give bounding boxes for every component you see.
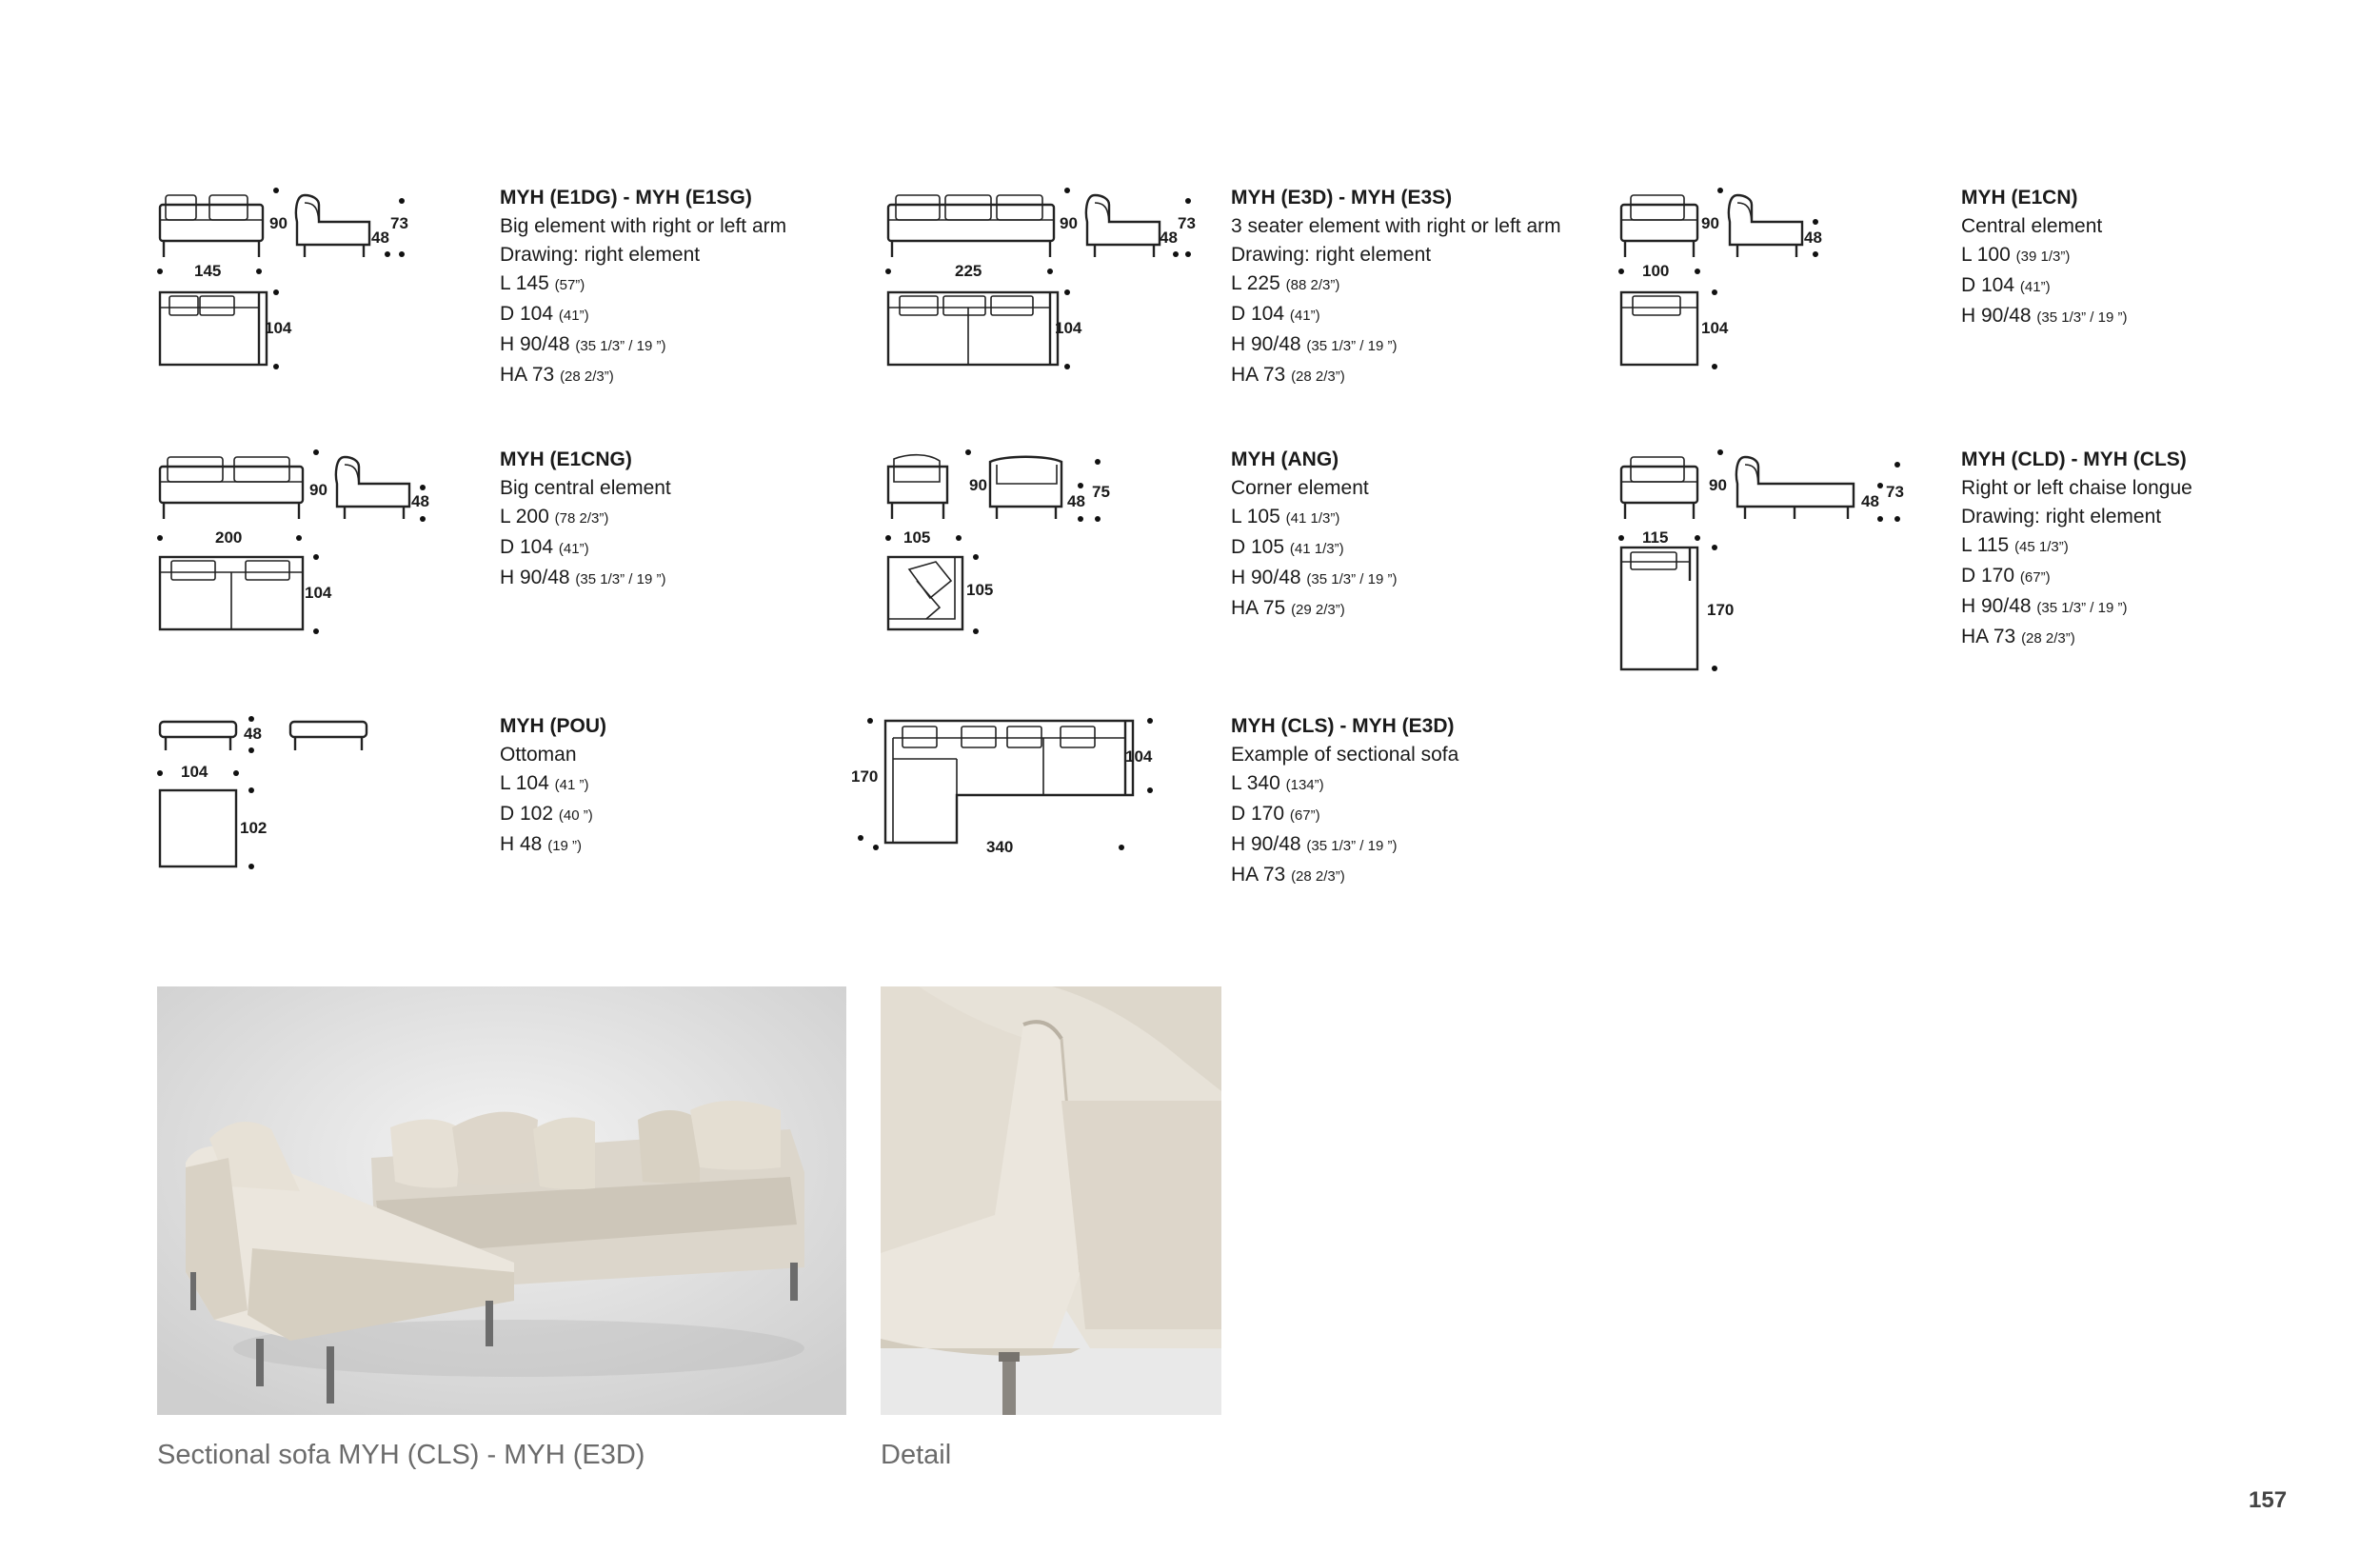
spec-line: D 104 (41”) bbox=[500, 536, 589, 558]
svg-text:200: 200 bbox=[215, 528, 243, 547]
spec-line: H 90/48 (35 1/3” / 19 ”) bbox=[500, 333, 666, 355]
spec-line: L 105 (41 1/3”) bbox=[1231, 506, 1340, 528]
spec-line: Example of sectional sofa bbox=[1231, 744, 1459, 766]
svg-text:170: 170 bbox=[851, 767, 879, 786]
spec-e1cng bbox=[500, 446, 900, 594]
spec-line: Central element bbox=[1961, 215, 2103, 237]
spec-line: H 90/48 (35 1/3” / 19 ”) bbox=[1231, 567, 1398, 588]
spec-line: D 105 (41 1/3”) bbox=[1231, 536, 1344, 558]
spec-line: L 340 (134”) bbox=[1231, 772, 1324, 794]
spec-line: Drawing: right element bbox=[1961, 506, 2162, 528]
spec-e1cn bbox=[1961, 184, 2361, 332]
spec-line: HA 73 (28 2/3”) bbox=[1231, 864, 1345, 886]
front-view bbox=[160, 195, 288, 257]
svg-text:340: 340 bbox=[986, 838, 1014, 856]
spec-line: 3 seater element with right or left arm bbox=[1231, 215, 1561, 237]
svg-text:225: 225 bbox=[955, 262, 982, 280]
svg-text:102: 102 bbox=[240, 819, 268, 837]
product-code: MYH (ANG) bbox=[1231, 448, 1339, 470]
svg-text:73: 73 bbox=[1886, 483, 1904, 501]
spec-line: Big element with right or left arm bbox=[500, 215, 787, 237]
svg-text:145: 145 bbox=[194, 262, 222, 280]
spec-e3d bbox=[1231, 184, 1631, 391]
front-view bbox=[160, 457, 327, 519]
spec-line: Drawing: right element bbox=[500, 244, 701, 266]
spec-line: Big central element bbox=[500, 477, 671, 499]
svg-text:170: 170 bbox=[1707, 601, 1735, 619]
side-view bbox=[990, 457, 1110, 522]
spec-line: L 100 (39 1/3”) bbox=[1961, 244, 2071, 266]
front-view bbox=[1621, 195, 1719, 257]
page-number: 157 bbox=[2249, 1487, 2288, 1513]
drawing-e1cng bbox=[152, 448, 457, 638]
svg-text:104: 104 bbox=[1125, 747, 1153, 766]
plan-view bbox=[157, 528, 332, 634]
photo-caption-sectional: Sectional sofa MYH (CLS) - MYH (E3D) bbox=[157, 1440, 645, 1470]
spec-line: H 90/48 (35 1/3” / 19 ”) bbox=[1961, 305, 2128, 327]
spec-line: L 115 (45 1/3”) bbox=[1961, 534, 2069, 556]
spec-line: HA 73 (28 2/3”) bbox=[1231, 364, 1345, 386]
svg-text:75: 75 bbox=[1092, 483, 1110, 501]
sectional-sofa-photo bbox=[157, 986, 846, 1415]
side-view bbox=[273, 188, 408, 257]
front-view bbox=[1621, 449, 1727, 519]
drawing-sectional bbox=[847, 709, 1180, 871]
svg-text:73: 73 bbox=[1178, 214, 1196, 232]
product-code: MYH (E3D) - MYH (E3S) bbox=[1231, 187, 1453, 209]
spec-line: Right or left chaise longue bbox=[1961, 477, 2192, 499]
spec-line: D 170 (67”) bbox=[1961, 565, 2051, 587]
product-code: MYH (E1CNG) bbox=[500, 448, 632, 470]
svg-text:90: 90 bbox=[1709, 476, 1727, 494]
spec-line: D 104 (41”) bbox=[1231, 303, 1320, 325]
detail-photo bbox=[881, 986, 1221, 1415]
side-view bbox=[1736, 457, 1904, 522]
spec-line: H 48 (19 ”) bbox=[500, 833, 583, 855]
side-view bbox=[290, 722, 367, 750]
spec-line: H 90/48 (35 1/3” / 19 ”) bbox=[1231, 833, 1398, 855]
spec-line: Drawing: right element bbox=[1231, 244, 1432, 266]
plan-view bbox=[1618, 528, 1734, 671]
svg-text:90: 90 bbox=[969, 476, 987, 494]
plan-view bbox=[157, 763, 267, 869]
spec-line: L 200 (78 2/3”) bbox=[500, 506, 609, 528]
svg-text:104: 104 bbox=[1701, 319, 1729, 337]
svg-text:104: 104 bbox=[1055, 319, 1082, 337]
front-view bbox=[888, 449, 987, 519]
product-code: MYH (POU) bbox=[500, 715, 606, 737]
spec-line: Ottoman bbox=[500, 744, 577, 766]
spec-line: HA 75 (29 2/3”) bbox=[1231, 597, 1345, 619]
svg-text:48: 48 bbox=[244, 725, 262, 743]
svg-text:48: 48 bbox=[371, 229, 389, 247]
svg-text:100: 100 bbox=[1642, 262, 1670, 280]
spec-line: D 104 (41”) bbox=[500, 303, 589, 325]
svg-text:90: 90 bbox=[309, 481, 327, 499]
svg-text:48: 48 bbox=[411, 492, 429, 510]
spec-line: H 90/48 (35 1/3” / 19 ”) bbox=[1231, 333, 1398, 355]
product-code: MYH (E1DG) - MYH (E1SG) bbox=[500, 187, 752, 209]
spec-line: D 104 (41”) bbox=[1961, 274, 2051, 296]
spec-line: L 145 (57”) bbox=[500, 272, 585, 294]
spec-line: D 170 (67”) bbox=[1231, 803, 1320, 825]
svg-text:90: 90 bbox=[1701, 214, 1719, 232]
product-code: MYH (E1CN) bbox=[1961, 187, 2078, 209]
side-view bbox=[1064, 188, 1196, 257]
plan-view bbox=[157, 262, 292, 369]
svg-text:115: 115 bbox=[1642, 528, 1669, 547]
svg-text:105: 105 bbox=[903, 528, 931, 547]
svg-text:104: 104 bbox=[265, 319, 292, 337]
spec-line: L 104 (41 ”) bbox=[500, 772, 589, 794]
spec-line: HA 73 (28 2/3”) bbox=[500, 364, 614, 386]
drawing-ang bbox=[881, 448, 1128, 638]
svg-text:73: 73 bbox=[390, 214, 408, 232]
drawing-pou bbox=[152, 714, 400, 876]
spec-line: H 90/48 (35 1/3” / 19 ”) bbox=[500, 567, 666, 588]
plan-view bbox=[1618, 262, 1729, 369]
svg-text:104: 104 bbox=[181, 763, 208, 781]
spec-line: H 90/48 (35 1/3” / 19 ”) bbox=[1961, 595, 2128, 617]
svg-text:48: 48 bbox=[1804, 229, 1822, 247]
plan-view bbox=[885, 262, 1082, 369]
spec-ang bbox=[1231, 446, 1631, 625]
spec-line: HA 73 (28 2/3”) bbox=[1961, 626, 2075, 647]
spec-line: L 225 (88 2/3”) bbox=[1231, 272, 1340, 294]
spec-e1dg bbox=[500, 184, 900, 391]
svg-text:48: 48 bbox=[1861, 492, 1879, 510]
drawing-e3d bbox=[881, 186, 1195, 376]
side-view bbox=[313, 449, 429, 522]
svg-text:90: 90 bbox=[269, 214, 288, 232]
svg-text:90: 90 bbox=[1060, 214, 1078, 232]
plan-view bbox=[851, 718, 1153, 856]
drawing-e1cn bbox=[1614, 186, 1842, 376]
svg-text:48: 48 bbox=[1160, 229, 1178, 247]
spec-line: Corner element bbox=[1231, 477, 1369, 499]
spec-pou bbox=[500, 712, 900, 861]
front-view bbox=[888, 195, 1078, 257]
side-view bbox=[1717, 188, 1822, 257]
front-view bbox=[160, 716, 262, 753]
spec-line: D 102 (40 ”) bbox=[500, 803, 593, 825]
svg-text:104: 104 bbox=[305, 584, 332, 602]
product-code: MYH (CLS) - MYH (E3D) bbox=[1231, 715, 1455, 737]
drawing-cld bbox=[1614, 448, 1918, 676]
product-code: MYH (CLD) - MYH (CLS) bbox=[1961, 448, 2187, 470]
plan-view bbox=[885, 528, 993, 634]
svg-text:105: 105 bbox=[966, 581, 994, 599]
svg-text:48: 48 bbox=[1067, 492, 1085, 510]
spec-sectional bbox=[1231, 712, 1631, 891]
photo-caption-detail: Detail bbox=[881, 1440, 952, 1470]
spec-cld bbox=[1961, 446, 2361, 653]
drawing-e1dg bbox=[152, 186, 438, 376]
